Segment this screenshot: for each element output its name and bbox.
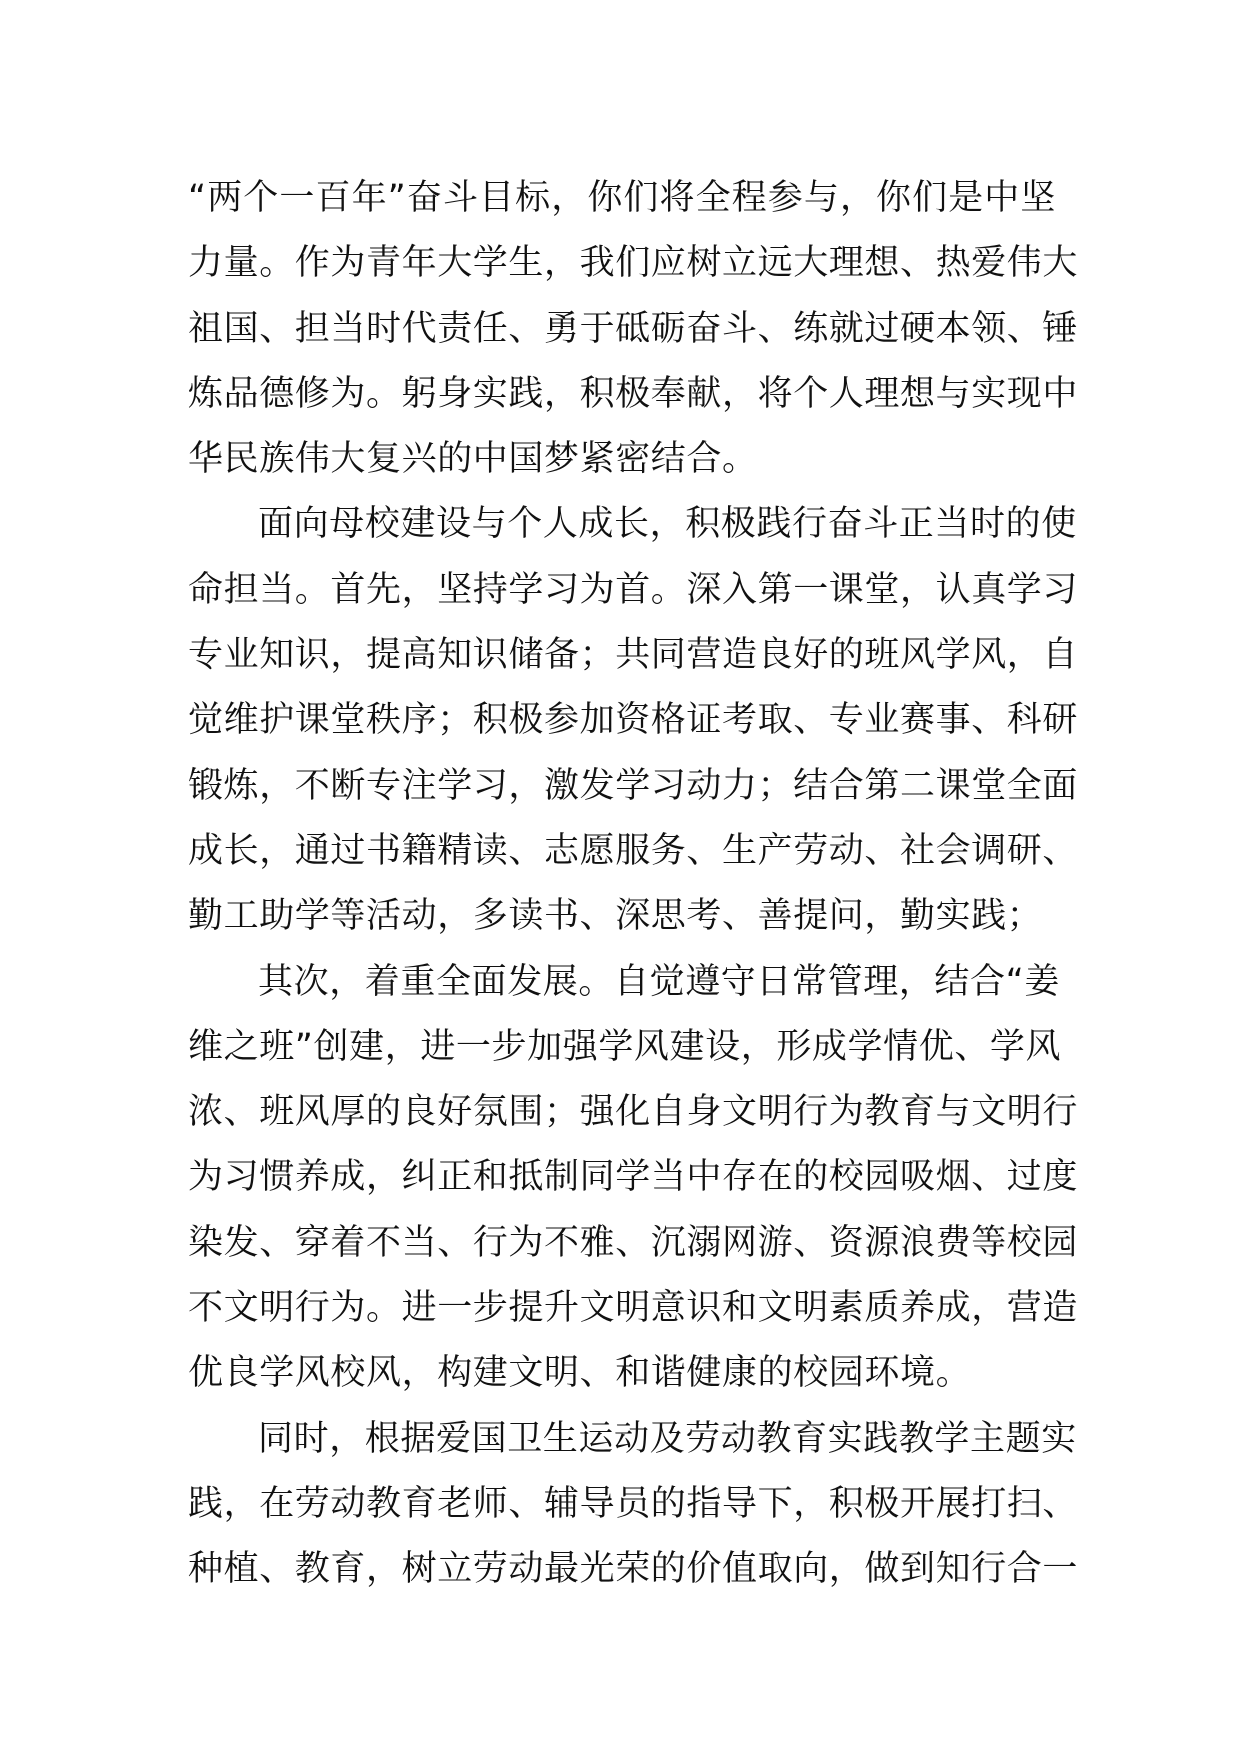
text-line: 种植、教育，树立劳动最光荣的价值取向，做到知行合一 xyxy=(188,1549,1079,1590)
text-line: 维之班”创建，进一步加强学风建设，形成学情优、学风 xyxy=(188,1026,1062,1067)
text-line: 觉维护课堂秩序；积极参加资格证考取、专业赛事、科研 xyxy=(188,700,1079,741)
text-line: 炼品德修为。躬身实践，积极奉献，将个人理想与实现中 xyxy=(188,373,1079,414)
text-line: 专业知识，提高知识储备；共同营造良好的班风学风，自 xyxy=(188,635,1079,676)
text-line: 命担当。首先，坚持学习为首。深入第一课堂，认真学习 xyxy=(188,569,1079,610)
text-line: 祖国、担当时代责任、勇于砥砺奋斗、练就过硬本领、锤 xyxy=(188,308,1079,349)
text-line: “两个一百年”奋斗目标，你们将全程参与，你们是中坚 xyxy=(188,178,1056,218)
text-line: 同时，根据爱国卫生运动及劳动教育实践教学主题实 xyxy=(258,1418,1077,1459)
text-line: 力量。作为青年大学生，我们应树立远大理想、热爱伟大 xyxy=(188,243,1079,284)
text-line: 不文明行为。进一步提升文明意识和文明素质养成，营造 xyxy=(188,1288,1079,1329)
text-line: 面向母校建设与个人成长，积极践行奋斗正当时的使 xyxy=(258,504,1077,545)
text-line: 优良学风校风，构建文明、和谐健康的校园环境。 xyxy=(188,1353,972,1394)
document-body xyxy=(188,166,1079,1603)
text-line: 其次，着重全面发展。自觉遵守日常管理，结合“姜 xyxy=(258,961,1060,1002)
text-line: 华民族伟大复兴的中国梦紧密结合。 xyxy=(188,439,758,480)
text-line: 勤工助学等活动，多读书、深思考、善提问，勤实践； xyxy=(188,896,1043,937)
text-line: 锻炼，不断专注学习，激发学习动力；结合第二课堂全面 xyxy=(188,765,1079,806)
text-line: 为习惯养成，纠正和抵制同学当中存在的校园吸烟、过度 xyxy=(188,1157,1079,1198)
text-line: 染发、穿着不当、行为不雅、沉溺网游、资源浪费等校园 xyxy=(188,1222,1079,1263)
text-line: 成长，通过书籍精读、志愿服务、生产劳动、社会调研、 xyxy=(188,830,1079,871)
text-line: 践，在劳动教育老师、辅导员的指导下，积极开展打扫、 xyxy=(188,1483,1079,1524)
text-line: 浓、班风厚的良好氛围；强化自身文明行为教育与文明行 xyxy=(188,1092,1079,1133)
